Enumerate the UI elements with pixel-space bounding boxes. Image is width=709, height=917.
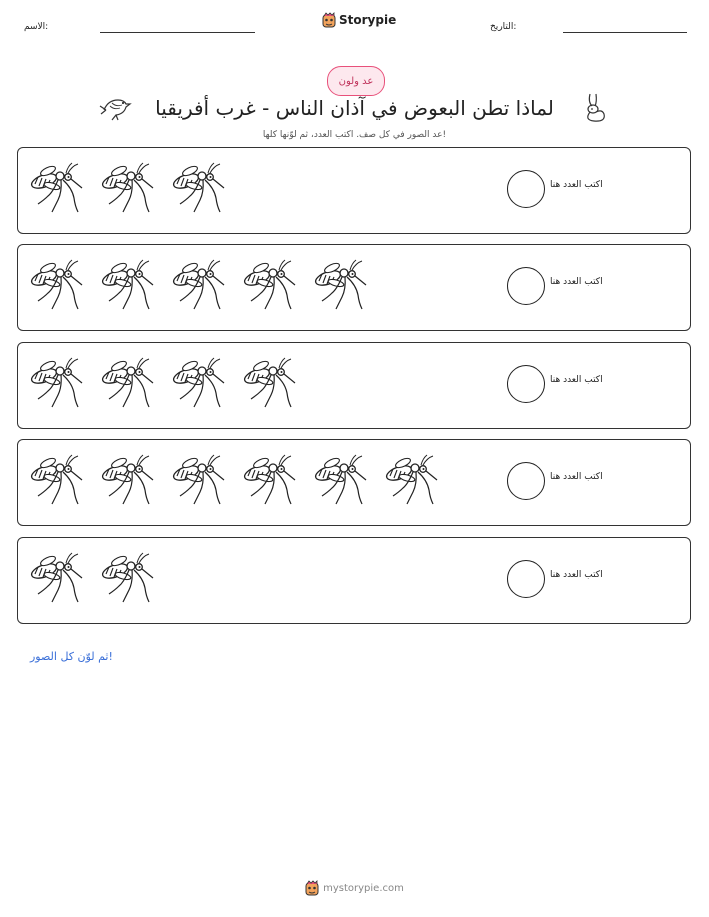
storypie-logo-icon bbox=[305, 880, 319, 896]
count-row bbox=[17, 244, 691, 331]
mosquito-icon bbox=[101, 260, 153, 309]
answer-circle[interactable] bbox=[507, 267, 545, 305]
mosquito-group bbox=[28, 156, 468, 214]
brand-name: Storypie bbox=[339, 13, 397, 27]
name-field-line[interactable] bbox=[100, 32, 255, 33]
mosquito-icon bbox=[30, 553, 82, 602]
mosquito-icon bbox=[30, 358, 82, 407]
answer-circle[interactable] bbox=[507, 365, 545, 403]
write-number-label: اكتب العدد هنا bbox=[550, 277, 603, 287]
mosquito-icon bbox=[172, 163, 224, 212]
footer-url: mystorypie.com bbox=[323, 882, 404, 894]
storypie-logo-icon bbox=[322, 12, 336, 28]
mosquito-icon bbox=[30, 260, 82, 309]
footer-brand bbox=[0, 880, 709, 896]
brand-header bbox=[322, 12, 396, 28]
activity-badge: عد ولون bbox=[327, 66, 385, 96]
mosquito-icon bbox=[101, 553, 153, 602]
mosquito-icon bbox=[314, 455, 366, 504]
answer-circle[interactable] bbox=[507, 462, 545, 500]
count-row bbox=[17, 147, 691, 234]
mosquito-icon bbox=[172, 260, 224, 309]
mosquito-group bbox=[28, 253, 468, 311]
instructions: عد الصور في كل صف. اكتب العدد، ثم لوّنها كلها! bbox=[262, 130, 447, 140]
write-number-label: اكتب العدد هنا bbox=[550, 375, 603, 385]
answer-circle[interactable] bbox=[507, 560, 545, 598]
write-number-label: اكتب العدد هنا bbox=[550, 180, 603, 190]
date-label: التاريخ: bbox=[490, 22, 517, 32]
mosquito-icon bbox=[172, 358, 224, 407]
mosquito-icon bbox=[101, 358, 153, 407]
name-label: الاسم: bbox=[24, 22, 49, 32]
count-row bbox=[17, 537, 691, 624]
mosquito-icon bbox=[243, 455, 295, 504]
mosquito-icon bbox=[101, 455, 153, 504]
mosquito-icon bbox=[30, 455, 82, 504]
mosquito-icon bbox=[243, 260, 295, 309]
mosquito-group bbox=[28, 351, 468, 409]
page-title: لماذا تطن البعوض في آذان الناس - غرب أفريقيا bbox=[155, 96, 554, 120]
mosquito-icon bbox=[101, 163, 153, 212]
write-number-label: اكتب العدد هنا bbox=[550, 472, 603, 482]
count-row bbox=[17, 439, 691, 526]
mosquito-icon bbox=[30, 163, 82, 212]
mosquito-icon bbox=[385, 455, 437, 504]
mosquito-icon bbox=[314, 260, 366, 309]
footer-note: ثم لوّن كل الصور! bbox=[30, 650, 113, 663]
mosquito-group bbox=[28, 546, 468, 604]
write-number-label: اكتب العدد هنا bbox=[550, 570, 603, 580]
date-field-line[interactable] bbox=[563, 32, 687, 33]
mosquito-icon bbox=[172, 455, 224, 504]
mosquito-group bbox=[28, 448, 468, 506]
mosquito-icon bbox=[243, 358, 295, 407]
count-row bbox=[17, 342, 691, 429]
answer-circle[interactable] bbox=[507, 170, 545, 208]
